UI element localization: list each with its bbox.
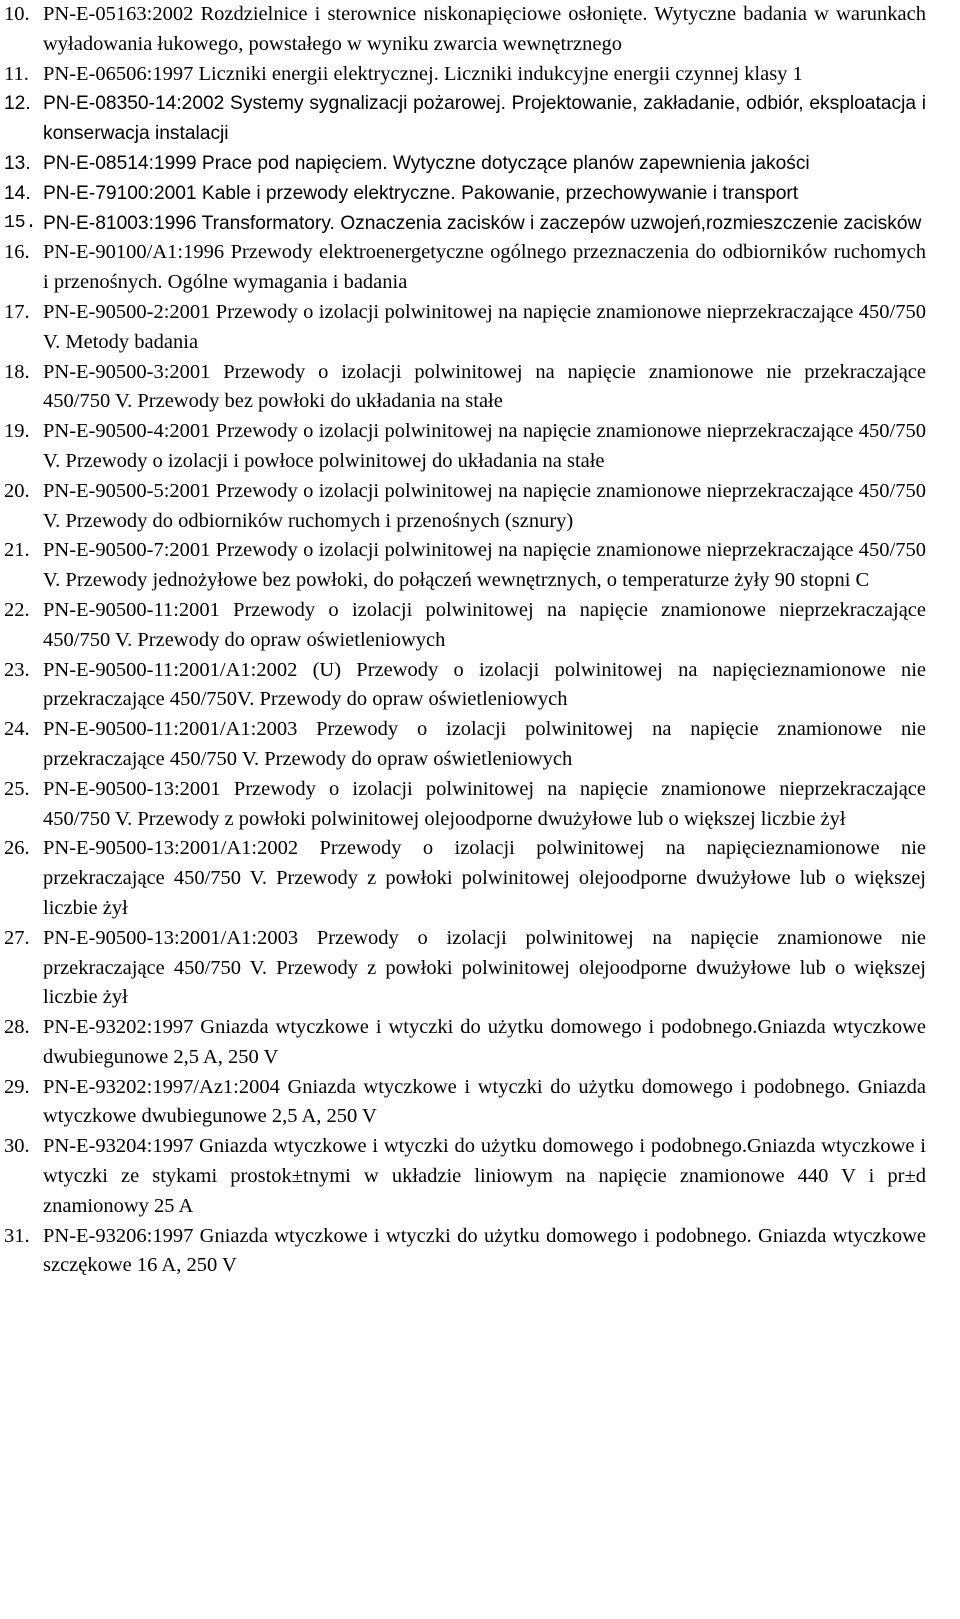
item-text: PN-E-90500-13:2001/A1:2002 Przewody o izolacji polwinitowej na napięcieznamionowe nie przekraczające 450/750 V. Przewody z powłoki polwinitowej olejoodporne dwużyłowe lub o większej liczbie żył: [43, 837, 926, 919]
item-text: PN-E-08514:1999 Prace pod napięciem. Wytyczne dotyczące planów zapewnienia jakości: [43, 152, 810, 174]
list-item: [0, 656, 960, 716]
item-number: 21.: [4, 539, 30, 562]
list-item: [0, 149, 960, 179]
item-text: PN-E-90500-11:2001 Przewody o izolacji polwinitowej na napięcie znamionowe nieprzekraczające 450/750 V. Przewody do opraw oświetleniowych: [43, 598, 926, 651]
list-item: [0, 834, 960, 923]
list-item: [0, 0, 960, 60]
item-text: PN-E-90500-5:2001 Przewody o izolacji polwinitowej na napięcie znamionowe nieprzekraczające 450/750 V. Przewody do odbiorników ruchomych i przenośnych (sznury): [43, 479, 926, 532]
item-text: PN-E-93202:1997/Az1:2004 Gniazda wtyczkowe i wtyczki do użytku domowego i podobnego. Gniazda wtyczkowe dwubiegunowe 2,5 A, 250 V: [43, 1075, 926, 1128]
item-text: PN-E-90500-3:2001 Przewody o izolacji polwinitowej na napięcie znamionowe nie przekraczające 450/750 V. Przewody bez powłoki do układania na stałe: [43, 360, 926, 413]
item-number: 20.: [4, 479, 30, 502]
item-text: PN-E-90500-7:2001 Przewody o izolacji polwinitowej na napięcie znamionowe nieprzekraczające 450/750 V. Przewody jednożyłowe bez powłoki, do połączeń wewnętrznych, o temperaturze żyły 90 stopni C: [43, 539, 926, 592]
item-number: 10.: [4, 3, 30, 25]
item-number: 24.: [4, 718, 30, 741]
list-item: [0, 60, 960, 90]
item-text: PN-E-90500-13:2001 Przewody o izolacji polwinitowej na napięcie znamionowe nieprzekraczające 450/750 V. Przewody z powłoki polwinitowej olejoodporne dwużyłowe lub o większej liczbie żył: [43, 777, 926, 830]
item-number: 19.: [4, 420, 30, 443]
item-number: 12.: [4, 93, 31, 115]
list-item: [0, 358, 960, 418]
item-text: PN-E-90100/A1:1996 Przewody elektroenergetyczne ogólnego przeznaczenia do odbiorników ruchomych i przenośnych. Ogólne wymagania i badania: [43, 241, 926, 294]
item-number: 18.: [4, 360, 30, 383]
item-number: 13.: [4, 152, 31, 174]
item-text: PN-E-06506:1997 Liczniki energii elektrycznej. Liczniki indukcyjne energii czynnej klasy 1: [43, 62, 803, 85]
list-item: [0, 179, 960, 209]
item-number: 11.: [4, 62, 29, 85]
list-item: [0, 1132, 960, 1221]
item-number: 23.: [4, 658, 30, 681]
item-number: 16.: [4, 241, 30, 264]
list-item: [0, 1013, 960, 1073]
item-number: 31.: [4, 1224, 30, 1247]
item-number: 25.: [4, 777, 30, 800]
item-text: PN-E-90500-4:2001 Przewody o izolacji polwinitowej na napięcie znamionowe nieprzekraczające 450/750 V. Przewody o izolacji i powłoce polwinitowej do układania na stałe: [43, 420, 926, 472]
item-number: 14.: [4, 182, 31, 204]
item-text: PN-E-81003:1996 Transformatory. Oznaczenia zacisków i zaczepów uzwojeń,rozmieszczenie zacisków: [43, 212, 922, 234]
item-number: 27.: [4, 926, 30, 949]
item-text: PN-E-90500-11:2001/A1:2003 Przewody o izolacji polwinitowej na napięcie znamionowe nie przekraczające 450/750 V. Przewody do opraw oświetleniowych: [43, 718, 926, 770]
item-number: 15.: [4, 212, 37, 233]
list-item: [0, 1222, 960, 1282]
list-item: [0, 238, 960, 298]
item-text: PN-E-05163:2002 Rozdzielnice i sterownice niskonapięciowe osłonięte. Wytyczne badania w warunkach wyładowania łukowego, powstałego w wyniku zwarcia wewnętrznego: [43, 3, 926, 55]
list-item: [0, 924, 960, 1013]
list-item: [0, 417, 960, 477]
list-item: [0, 715, 960, 775]
list-item: [0, 298, 960, 358]
item-text: PN-E-79100:2001 Kable i przewody elektryczne. Pakowanie, przechowywanie i transport: [43, 182, 799, 204]
item-number: 26.: [4, 837, 30, 860]
item-number: 28.: [4, 1016, 30, 1039]
item-text: PN-E-93204:1997 Gniazda wtyczkowe i wtyczki do użytku domowego i podobnego.Gniazda wtyczkowe i wtyczki ze stykami prostok±tnymi w układzie liniowym na napięcie znamionowe 440 V i pr±d znamionowy 25 A: [43, 1135, 926, 1217]
list-item: [0, 89, 960, 149]
item-text: PN-E-08350-14:2002 Systemy sygnalizacji pożarowej. Projektowanie, zakładanie, odbiór, eksploatacja i konserwacja instalacji: [43, 93, 926, 145]
item-number: 22.: [4, 598, 30, 621]
list-item: [0, 209, 960, 239]
item-text: PN-E-90500-2:2001 Przewody o izolacji polwinitowej na napięcie znamionowe nieprzekraczające 450/750 V. Metody badania: [43, 300, 926, 353]
item-number: 17.: [4, 300, 30, 323]
item-text: PN-E-90500-13:2001/A1:2003 Przewody o izolacji polwinitowej na napięcie znamionowe nie przekraczające 450/750 V. Przewody z powłoki polwinitowej olejoodporne dwużyłowe lub o większej liczbie żył: [43, 926, 926, 1009]
item-text: PN-E-93206:1997 Gniazda wtyczkowe i wtyczki do użytku domowego i podobnego. Gniazda wtyczkowe szczękowe 16 A, 250 V: [43, 1224, 926, 1277]
list-item: [0, 477, 960, 537]
list-item: [0, 1073, 960, 1133]
item-number: 29.: [4, 1075, 30, 1098]
list-item: [0, 536, 960, 596]
list-item: [0, 775, 960, 835]
item-text: PN-E-93202:1997 Gniazda wtyczkowe i wtyczki do użytku domowego i podobnego.Gniazda wtyczkowe dwubiegunowe 2,5 A, 250 V: [43, 1016, 926, 1068]
item-text: PN-E-90500-11:2001/A1:2002 (U) Przewody o izolacji polwinitowej na napięcieznamionowe nie przekraczające 450/750V. Przewody do opraw oświetleniowych: [43, 658, 926, 711]
list-item: [0, 596, 960, 656]
item-number: 30.: [4, 1135, 30, 1158]
